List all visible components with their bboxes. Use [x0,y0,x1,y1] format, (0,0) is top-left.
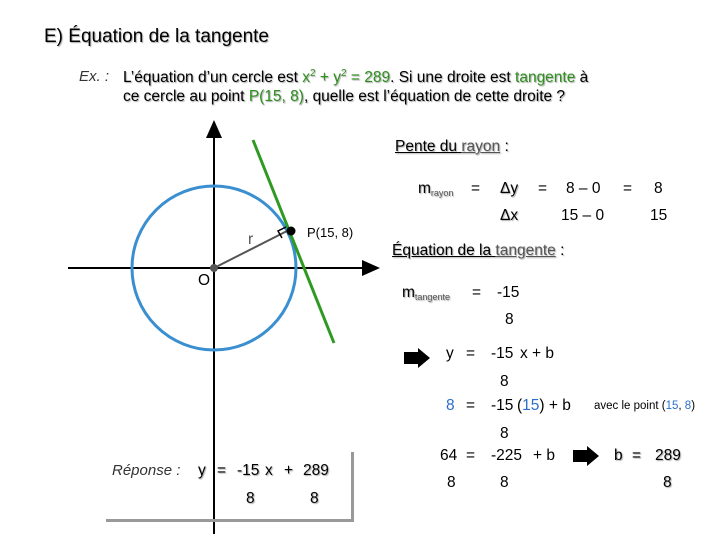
origin-point [210,264,218,272]
delta-y: Δy [500,180,519,197]
m-rayon: $m_{rayon}$ [418,180,454,198]
step3-lhs-den: 8 [447,474,456,491]
radius-label: r [248,231,254,248]
b-eq: = [632,447,642,464]
answer-eq: = [217,462,227,479]
tangent-slope-num: -15 [497,284,520,301]
step2-rest: (15) + b [517,397,571,414]
question-text: L’équation d’un cercle est [123,69,298,86]
answer-slope-den: 8 [246,490,255,507]
step3-lhs-num: 64 [440,447,458,464]
question-text-3: à [579,69,589,86]
slope-num: 8 – 0 [566,180,601,197]
point-label-text: P(15, 8) [248,88,304,105]
circle-equation: $x^2 + y^2 = 289$ [302,68,391,86]
slope-radius-heading: Pente du rayon : [395,138,509,155]
step3-rhs-den: 8 [500,474,509,491]
example-label: Ex. : [79,68,110,85]
answer-x: x [265,462,273,479]
step2-num: -15 [491,397,514,414]
tangent-slope-den: 8 [505,311,514,328]
point-label: P(15, 8) [307,225,354,240]
step1-eq: = [466,345,476,362]
delta-x: Δx [500,207,519,224]
slope-result-den: 15 [650,207,668,224]
answer-const-num: 289 [303,462,329,479]
step1-den: 8 [500,373,509,390]
answer-plus: + [284,462,294,479]
step3-eq: = [466,447,476,464]
step3-rest: + b [533,447,555,464]
step1-rest: x + b [520,345,555,362]
slope-eq-1: = [471,180,481,197]
question-text-2: . Si une droite est [390,69,511,86]
slope-result-num: 8 [654,180,663,197]
b-num: 289 [655,447,681,464]
step2-lhs: 8 [446,397,455,414]
step1-lhs: y [446,345,454,362]
answer-y: y [198,462,206,479]
origin-label: O [198,272,211,289]
answer-slope-num: -15 [237,462,260,479]
tangent-heading: Équation de la tangente : [392,242,565,259]
slope-eq-3: = [623,180,633,197]
b-lhs: b [614,447,623,464]
tangent-word: tangente [515,69,576,86]
tangent-eq: = [472,284,482,301]
section-title: E) Équation de la tangente [44,26,270,47]
slope-den: 15 – 0 [561,207,605,224]
point-p [287,227,296,236]
question-text-5: , quelle est l’équation de cette droite ? [303,88,566,105]
slope-eq-2: = [538,180,548,197]
answer-const-den: 8 [310,490,319,507]
step3-rhs-num: -225 [491,447,523,464]
answer-label: Réponse : [112,462,181,479]
step2-den: 8 [500,425,509,442]
m-tangente: $m_{tangente}$ [402,284,450,302]
b-den: 8 [663,474,672,491]
step1-num: -15 [491,345,514,362]
step2-eq: = [466,397,476,414]
question-text-4: ce cercle au point [123,88,245,105]
point-note: avec le point (15, 8) [594,400,696,412]
